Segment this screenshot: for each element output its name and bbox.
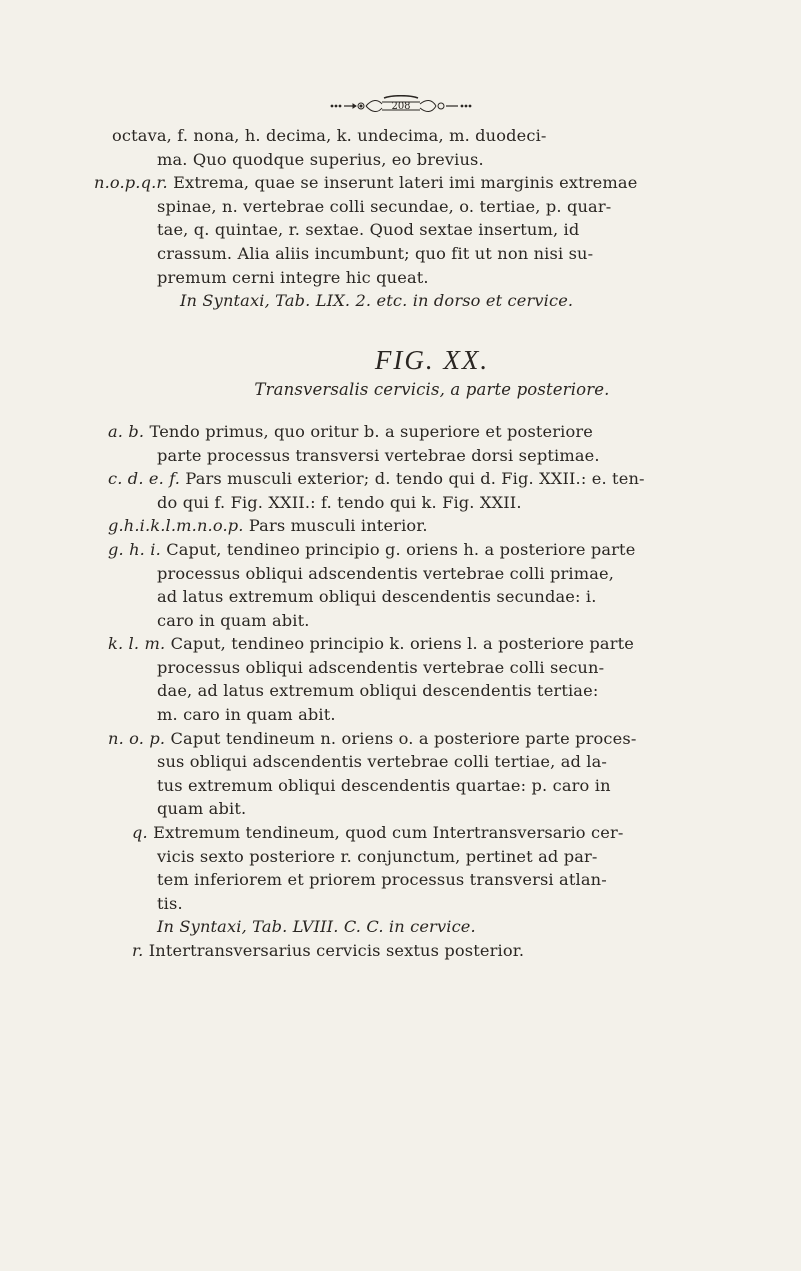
- text-line: tus extremum obliqui descendentis quartae: p. caro in: [157, 775, 611, 795]
- paragraph-continuation: [112, 124, 752, 171]
- page-header: [0, 92, 801, 120]
- text-line: Caput, tendineo principio g. oriens h. a posteriore parte: [166, 539, 636, 559]
- reference-line: In Syntaxi, Tab. LVIII. C. C. in cervice.: [157, 917, 476, 937]
- text-line: ma. Quo quodque superius, eo brevius.: [157, 149, 484, 169]
- text-line: processus obliqui adscendentis vertebrae colli secun-: [157, 657, 605, 677]
- legend-entry-q: [132, 821, 752, 939]
- legend-entry-r: [132, 939, 752, 963]
- legend-key: k. l. m.: [108, 634, 166, 654]
- text-line: quam abit.: [157, 799, 247, 819]
- legend-entry-nopqr: [94, 171, 752, 313]
- legend-key: c. d. e. f.: [108, 469, 181, 489]
- text-line: dae, ad latus extremum obliqui descendentis tertiae:: [157, 681, 599, 701]
- text-line: spinae, n. vertebrae colli secundae, o. tertiae, p. quar-: [157, 196, 612, 216]
- text-line: crassum. Alia aliis incumbunt; quo fit ut non nisi su-: [157, 243, 594, 263]
- legend-key: g.h.i.k.l.m.n.o.p.: [108, 516, 244, 536]
- text-line: sus obliqui adscendentis vertebrae colli tertiae, ad la-: [157, 752, 608, 772]
- legend-entry-ab: [108, 420, 752, 467]
- page-number: 208: [390, 101, 411, 112]
- text-line: premum cerni integre hic queat.: [157, 267, 429, 287]
- text-line: Caput, tendineo principio k. oriens l. a posteriore parte: [170, 634, 634, 654]
- text-line: parte processus transversi vertebrae dorsi septimae.: [157, 445, 600, 465]
- legend-key: g. h. i.: [108, 539, 161, 559]
- text-line: vicis sexto posteriore r. conjunctum, pertinet ad par-: [157, 846, 598, 866]
- text-line: Extremum tendineum, quod cum Intertransversario cer-: [153, 823, 624, 843]
- page-body: [94, 124, 752, 963]
- legend-key: q.: [132, 823, 148, 843]
- legend-entry-ghiklmnop: [108, 514, 752, 538]
- text-line: m. caro in quam abit.: [157, 705, 336, 725]
- text-line: processus obliqui adscendentis vertebrae colli primae,: [157, 563, 615, 583]
- text-line: do qui f. Fig. XXII.: f. tendo qui k. Fig. XXII.: [157, 492, 522, 512]
- legend-entry-klm: [108, 632, 752, 726]
- text-line: tae, q. quintae, r. sextae. Quod sextae insertum, id: [157, 220, 580, 240]
- text-line: tis.: [157, 893, 183, 913]
- legend-key: a. b.: [108, 421, 145, 441]
- legend-entry-nop: [108, 727, 752, 821]
- text-line: ad latus extremum obliqui descendentis secundae: i.: [157, 587, 597, 607]
- legend-entry-cdef: [108, 467, 752, 514]
- legend-key: r.: [132, 941, 144, 960]
- text-line: Extrema, quae se inserunt lateri imi marginis extremae: [173, 173, 638, 193]
- text-line: caro in quam abit.: [157, 610, 310, 630]
- text-line: tem inferiorem et priorem processus transversi atlan-: [157, 870, 607, 890]
- figure-subtitle: Transversalis cervicis, a parte posteriore.: [254, 380, 610, 400]
- text-line: Pars musculi interior.: [248, 516, 428, 536]
- printer-ornament-icon: [326, 95, 476, 117]
- text-line: Intertransversarius cervicis sextus posterior.: [148, 941, 525, 960]
- figure-title: FIG. XX.: [374, 344, 490, 375]
- text-line: Caput tendineum n. oriens o. a posteriore parte proces-: [170, 728, 637, 748]
- legend-entry-ghi: [108, 538, 752, 632]
- text-line: Tendo primus, quo oritur b. a superiore et posteriore: [149, 421, 594, 441]
- reference-line: In Syntaxi, Tab. LIX. 2. etc. in dorso et cervice.: [180, 291, 574, 311]
- legend-key: n.o.p.q.r.: [94, 173, 168, 193]
- legend-key: n. o. p.: [108, 728, 166, 748]
- text-line: octava, f. nona, h. decima, k. undecima, m. duodeci-: [112, 126, 547, 145]
- text-line: Pars musculi exterior; d. tendo qui d. Fig. XXII.: e. ten-: [185, 469, 645, 489]
